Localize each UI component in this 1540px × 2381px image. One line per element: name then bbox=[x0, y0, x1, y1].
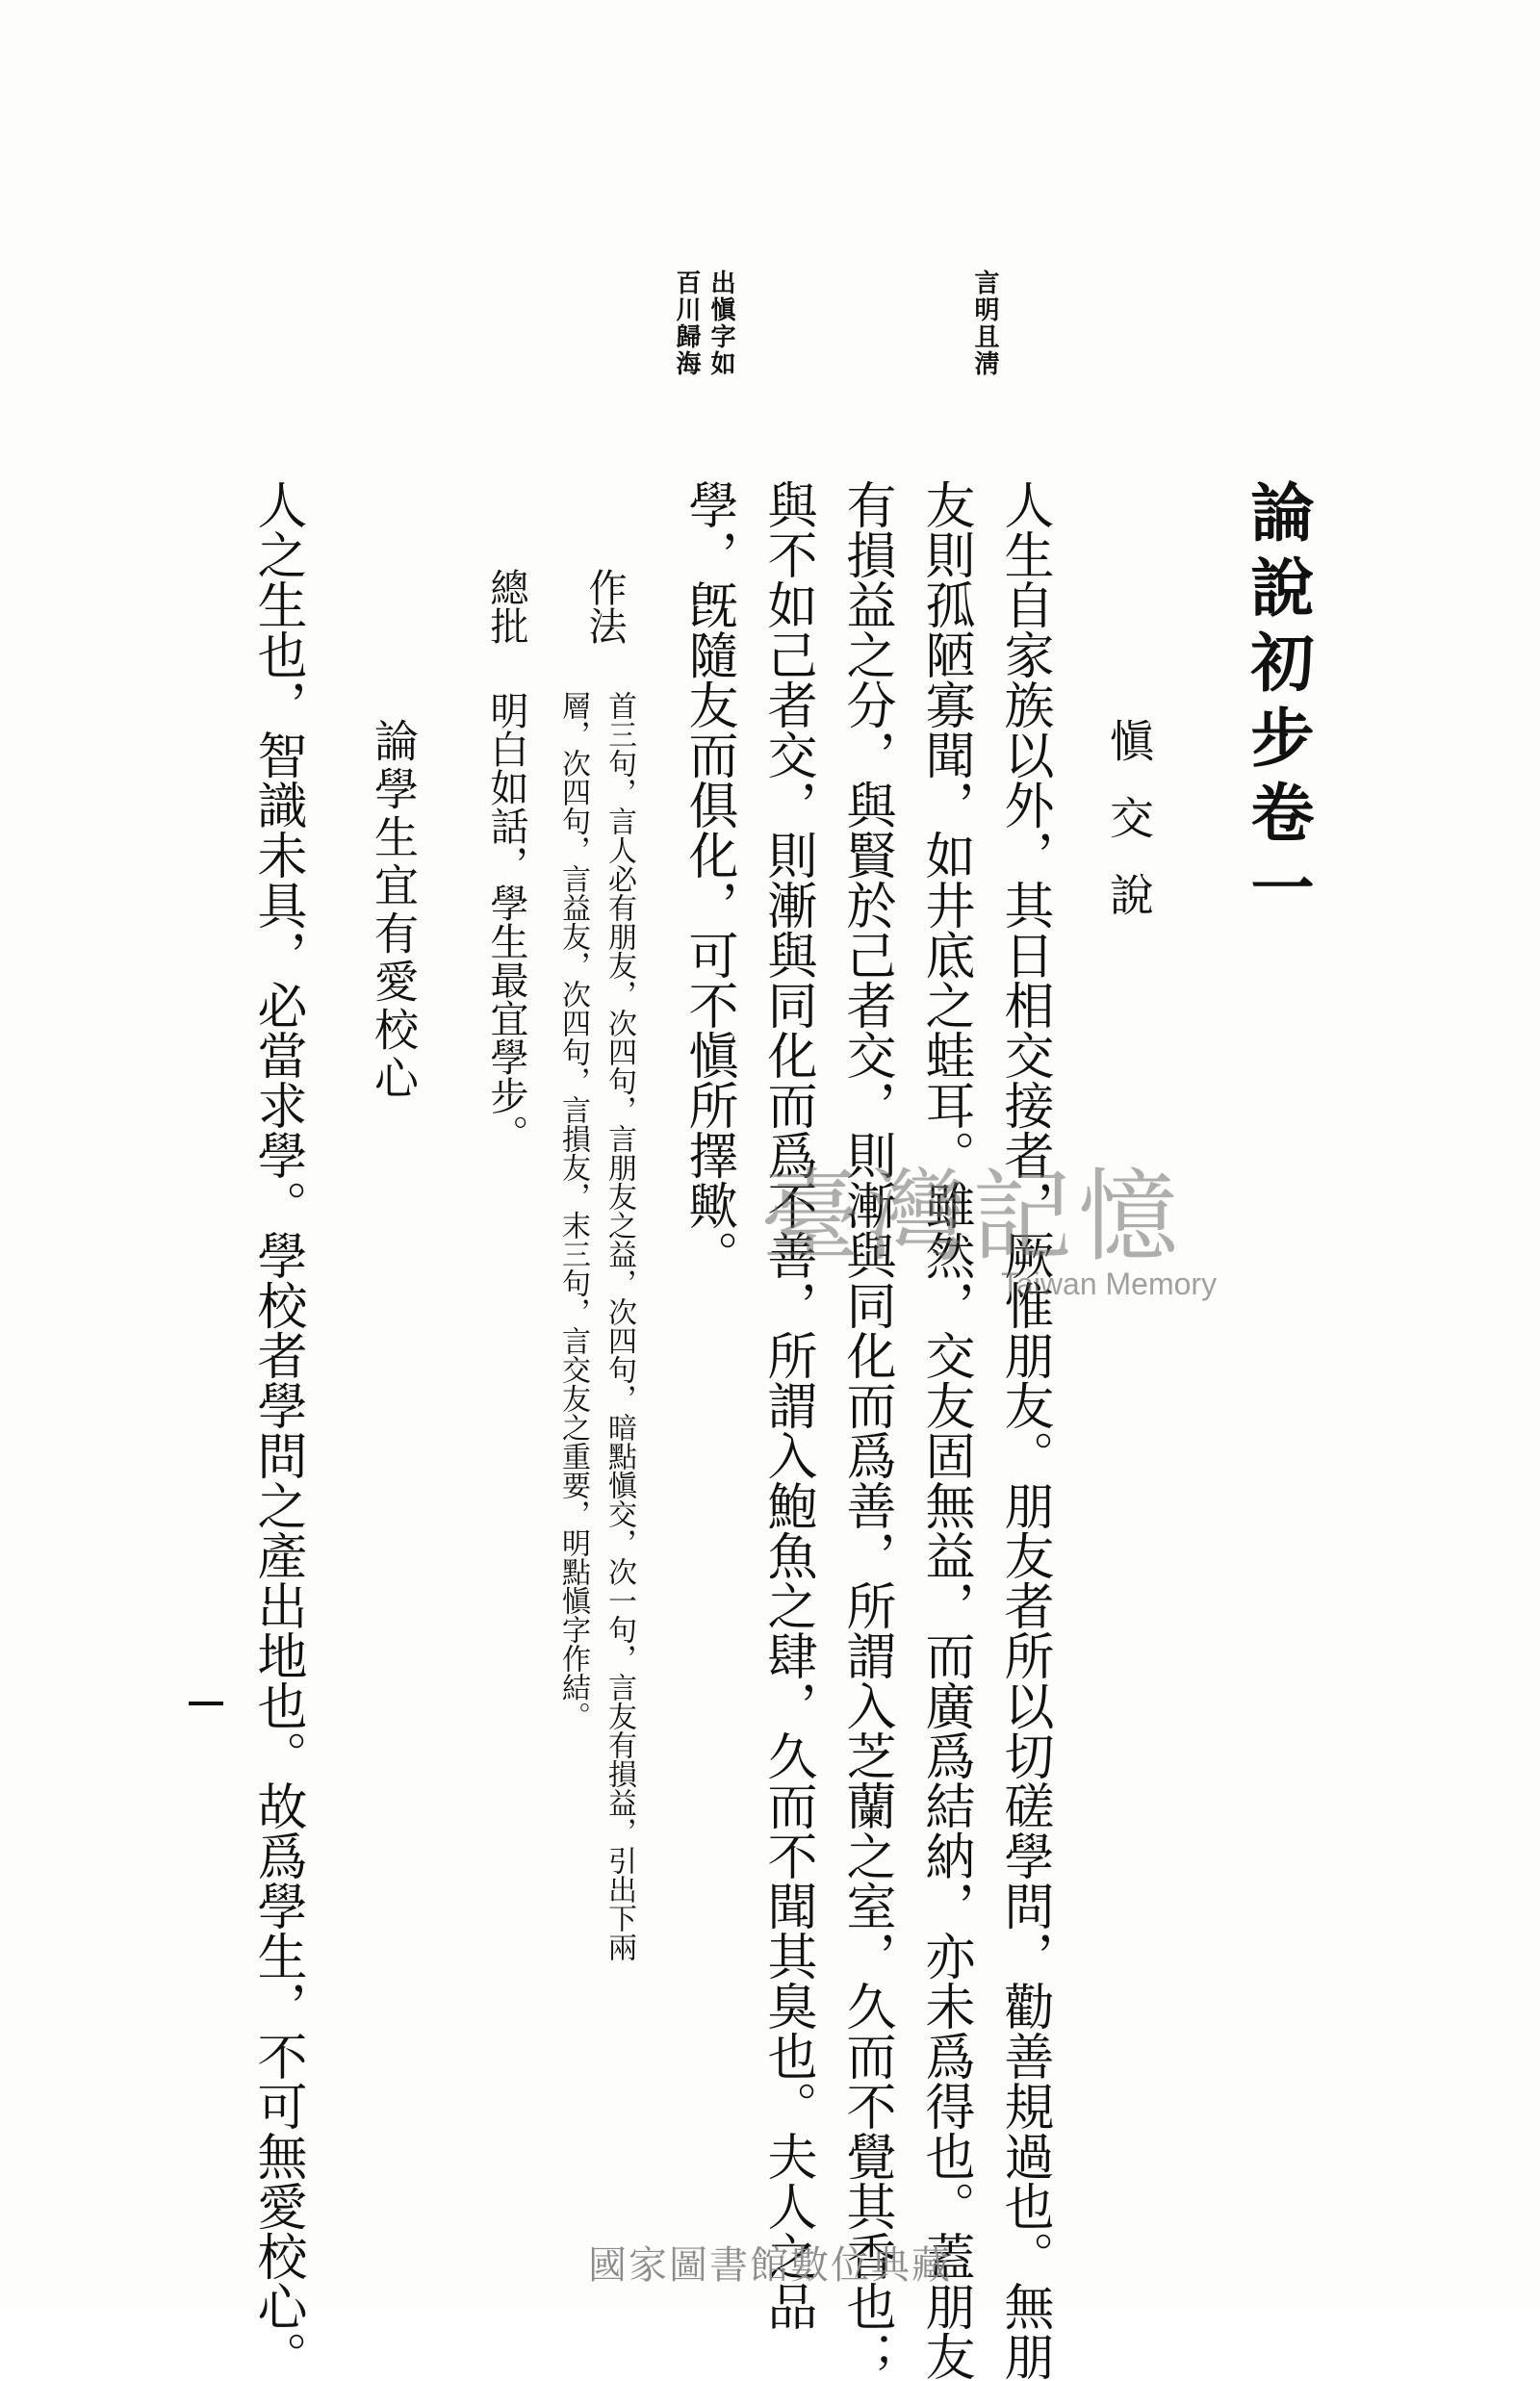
article-body-line: 人之生也，智識未具，必當求學。學校者學問之產出地也。故爲學生，不可無愛校心。 bbox=[248, 479, 306, 2381]
method-note-line: 首三句，言人必有朋友，次四句，言朋友之益，次四句，暗點愼交，次一句，言友有損益，引出下兩 bbox=[603, 691, 636, 1961]
article-title: 愼交說 bbox=[1103, 718, 1155, 949]
article-body-line: 有損益之分，與賢於己者交，則漸與同化而爲善，所謂入芝蘭之室，久而不覺其香也； bbox=[837, 479, 895, 2381]
article-body-line: 學，旣隨友而俱化，可不愼所擇歟。 bbox=[680, 479, 737, 1280]
watermark-sub-text: Taiwan Memory bbox=[1001, 1267, 1218, 1301]
book-title: 論說初步卷一 bbox=[1240, 479, 1315, 930]
article-body-line: 友則孤陋寡聞，如井底之蛙耳。雖然，交友固無益，而廣爲結納，亦未爲得也。蓋朋友 bbox=[916, 479, 974, 2381]
page-number bbox=[189, 1702, 223, 1705]
watermark-main-text: 臺灣記憶 bbox=[760, 1158, 1185, 1275]
article-body-line: 人生自家族以外，其日相交接者，厥惟朋友。朋友者所以切磋學問，勸善規過也。無朋 bbox=[995, 479, 1053, 2381]
watermark-logo bbox=[760, 1136, 1251, 1299]
margin-note: 出愼字如 bbox=[706, 269, 735, 377]
article-title: 論學生宜有愛校心 bbox=[368, 718, 420, 1103]
method-label: 作法 bbox=[582, 568, 627, 645]
method-note-line: 層，次四句，言益友，次四句，言損友，末三句，言交友之重要，明點愼字作結。 bbox=[556, 691, 590, 1730]
footer-credit: 國家圖書館數位典藏 bbox=[588, 2243, 952, 2288]
margin-note: 言明且淸 bbox=[970, 269, 999, 377]
comment-text: 明白如話，學生最宜學步。 bbox=[484, 691, 528, 1153]
article-body-line: 與不如己者交，則漸與同化而爲不善，所謂入鮑魚之肆，久而不聞其臭也。夫人之品 bbox=[758, 479, 816, 2331]
margin-note: 百川歸海 bbox=[672, 269, 701, 377]
comment-label: 總批 bbox=[484, 568, 528, 645]
